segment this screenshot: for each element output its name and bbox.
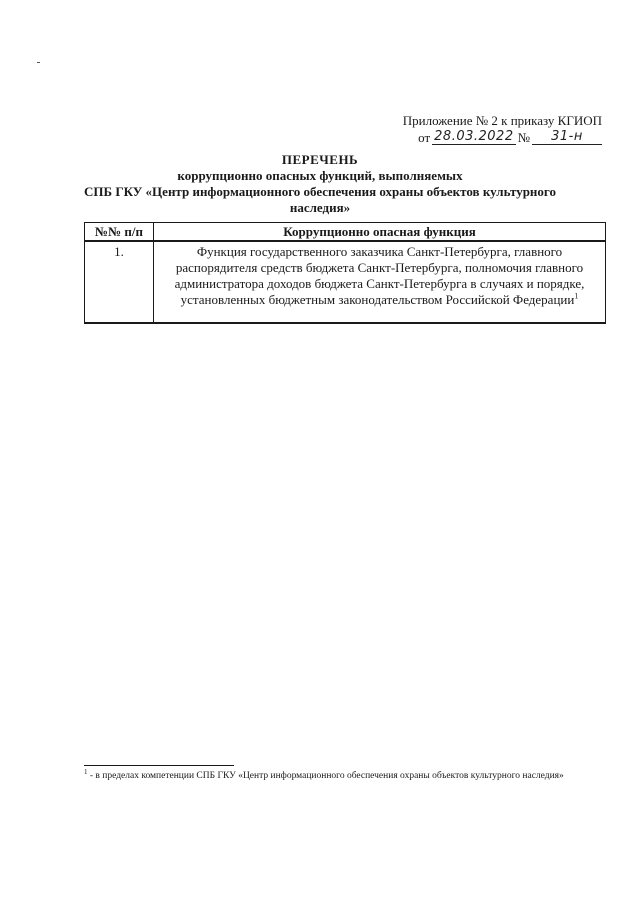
handwritten-order-date: 28.03.2022: [434, 129, 514, 144]
footnote-separator: [84, 765, 234, 766]
footnote-reference: 1: [574, 291, 579, 301]
row-number: 1.: [85, 241, 154, 323]
order-date-number-line: [403, 129, 602, 146]
footnote: [84, 767, 598, 782]
column-header-function: Коррупционно опасная функция: [154, 223, 606, 242]
table-row: [85, 241, 606, 323]
footnote-mark: 1: [84, 767, 88, 776]
organization-name-line2: наследия»: [289, 200, 351, 215]
row-function-text: Функция государственного заказчика Санкт-Петербурга, главного распорядителя средств бюджета Санкт-Петербурга, полномочия главного администратора доходов бюджета Санкт-Петербурга в случаях и порядке, установленных бюджетным законодательством Российской Федерации: [174, 244, 585, 307]
appendix-title: Приложение № 2 к приказу КГИОП: [402, 113, 602, 128]
from-label: от: [418, 130, 431, 145]
scan-speck: [37, 62, 40, 63]
table-header-row: [85, 223, 606, 242]
row-function-cell: [154, 241, 606, 323]
organization-name-line1: СПБ ГКУ «Центр информационного обеспечения охраны объектов культурного: [83, 184, 556, 199]
number-label: №: [517, 130, 530, 145]
document-subtitle: коррупционно опасных функций, выполняемых: [177, 168, 463, 183]
appendix-reference: [403, 112, 602, 146]
functions-table: [84, 222, 606, 324]
column-header-number: №№ п/п: [85, 223, 154, 242]
document-heading: [60, 152, 580, 216]
handwritten-order-number: 31-н: [532, 130, 602, 145]
document-title: ПЕРЕЧЕНЬ: [281, 152, 359, 167]
footnote-text: - в пределах компетенции СПБ ГКУ «Центр информационного обеспечения охраны объектов культурного наследия»: [87, 771, 564, 781]
